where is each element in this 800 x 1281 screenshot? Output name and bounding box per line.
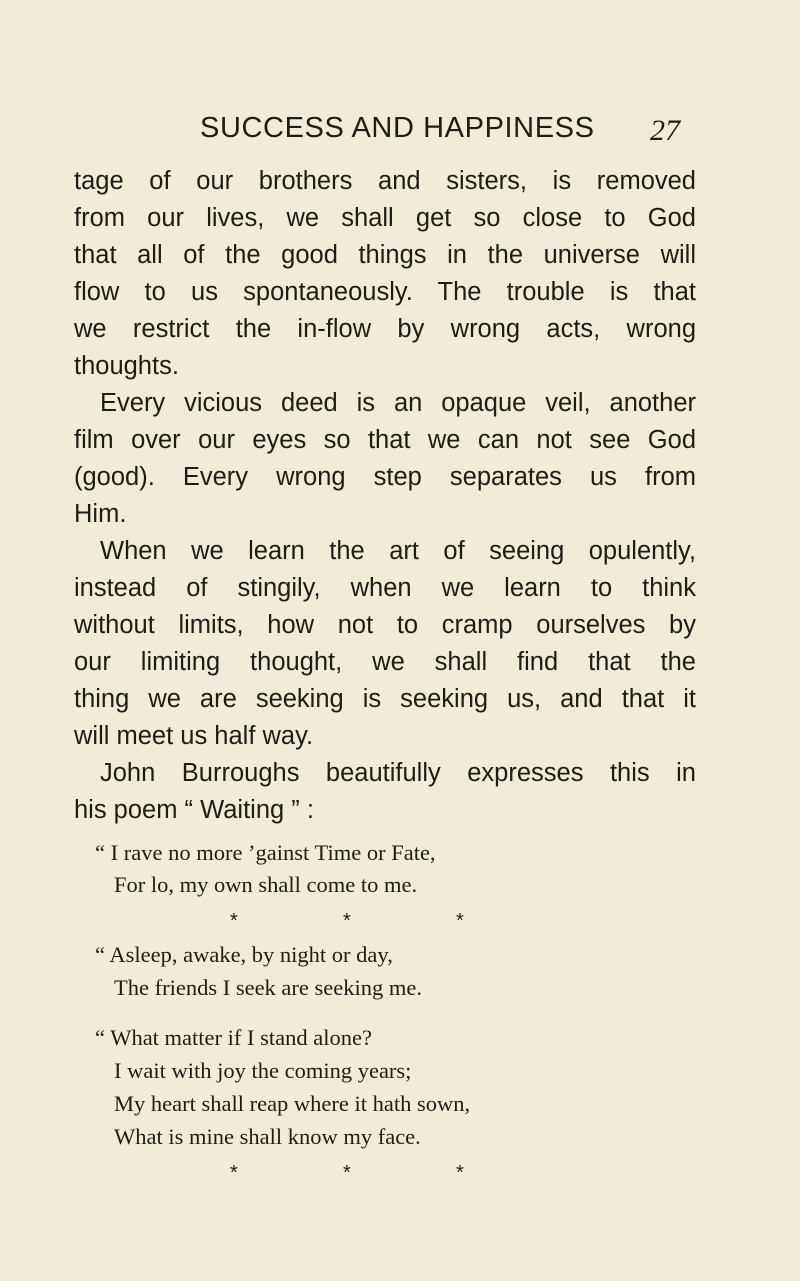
asterisk: *: [456, 910, 464, 932]
text-line: When we learn the art of seeing opulently,: [100, 537, 696, 565]
text-line: that all of the good things in the universe will: [74, 241, 696, 269]
text-line: Every vicious deed is an opaque veil, another: [100, 389, 696, 417]
text-line: thoughts.: [74, 352, 179, 380]
verse-line: My heart shall reap where it hath sown,: [114, 1091, 471, 1116]
text-line: Him.: [74, 500, 127, 528]
verse-line: The friends I seek are seeking me.: [114, 975, 422, 1000]
section-separator: [0, 910, 800, 934]
running-head: SUCCESS AND HAPPINESS: [200, 112, 595, 144]
text-line: we restrict the in-flow by wrong acts, wrong: [74, 315, 696, 343]
text-line: tage of our brothers and sisters, is removed: [74, 167, 696, 195]
text-line: thing we are seeking is seeking us, and that it: [74, 685, 696, 713]
page-header: [0, 112, 800, 156]
asterisk: *: [230, 910, 238, 932]
asterisk: *: [230, 1162, 238, 1184]
verse-line: For lo, my own shall come to me.: [114, 872, 418, 897]
page-number: 27: [650, 114, 680, 147]
text-line: our limiting thought, we shall find that the: [74, 648, 696, 676]
text-line: film over our eyes so that we can not see God: [74, 426, 696, 454]
verse-line: “ What matter if I stand alone?: [95, 1025, 372, 1050]
text-line: (good). Every wrong step separates us from: [74, 463, 696, 491]
verse-line: I wait with joy the coming years;: [114, 1058, 412, 1083]
asterisk: *: [456, 1162, 464, 1184]
section-separator: [0, 1162, 800, 1186]
text-line: flow to us spontaneously. The trouble is that: [74, 278, 696, 306]
text-line: from our lives, we shall get so close to God: [74, 204, 696, 232]
asterisk: *: [343, 910, 351, 932]
text-line: instead of stingily, when we learn to think: [74, 574, 696, 602]
text-line: without limits, how not to cramp ourselves by: [74, 611, 696, 639]
verse-line: What is mine shall know my face.: [114, 1124, 421, 1149]
text-line: will meet us half way.: [74, 722, 314, 750]
asterisk: *: [343, 1162, 351, 1184]
verse-line: “ I rave no more ’gainst Time or Fate,: [95, 840, 436, 865]
text-line: John Burroughs beautifully expresses this in: [100, 759, 696, 787]
verse-line: “ Asleep, awake, by night or day,: [95, 942, 393, 967]
text-line: his poem “ Waiting ” :: [74, 796, 314, 824]
